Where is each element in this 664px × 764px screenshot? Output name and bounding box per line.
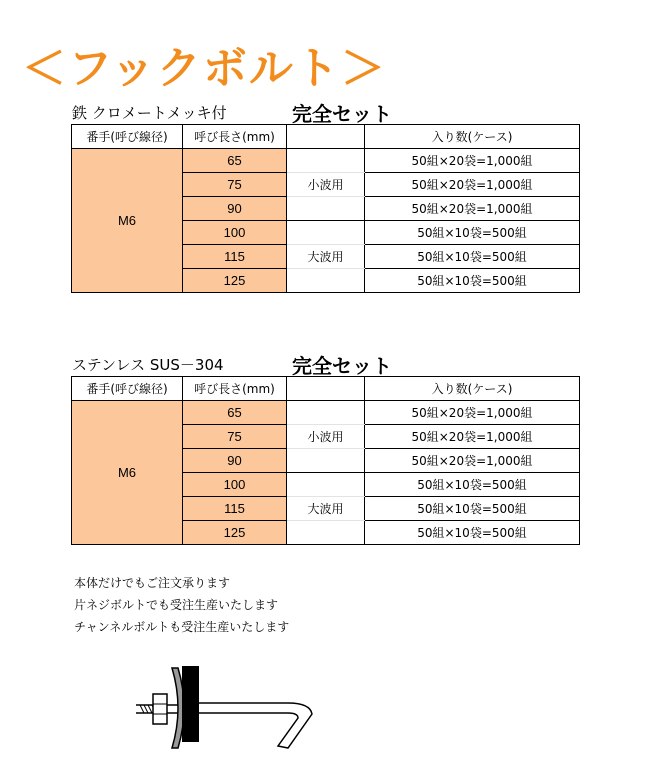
quantity-cell: 50組×10袋=500組 (365, 473, 580, 497)
material-label: 鉄 クロメートメッキ付 (72, 104, 227, 122)
note-line: 本体だけでもご注文承ります (74, 576, 231, 590)
usage-cell: 小波用 (287, 173, 365, 197)
table-row (72, 149, 580, 173)
length-cell: 115 (183, 497, 287, 521)
header-usage (287, 125, 365, 149)
section-heading-stainless (72, 354, 392, 378)
material-label: ステンレス SUS－304 (72, 356, 224, 374)
length-cell: 100 (183, 221, 287, 245)
length-cell: 90 (183, 197, 287, 221)
set-label: 完全セット (292, 354, 392, 378)
quantity-cell: 50組×20袋=1,000組 (365, 401, 580, 425)
note-line: チャンネルボルトも受注生産いたします (74, 620, 290, 634)
table-header-row (72, 377, 580, 401)
length-cell: 100 (183, 473, 287, 497)
page-title: ＜フックボルト＞ (22, 43, 387, 94)
length-cell: 75 (183, 173, 287, 197)
usage-cell: 大波用 (287, 497, 365, 521)
length-cell: 65 (183, 149, 287, 173)
header-quantity: 入り数(ケース) (365, 125, 580, 149)
hook-bolt-icon (128, 652, 328, 752)
length-cell: 125 (183, 521, 287, 545)
quantity-cell: 50組×10袋=500組 (365, 245, 580, 269)
header-size: 番手(呼び線径) (72, 377, 183, 401)
quantity-cell: 50組×20袋=1,000組 (365, 425, 580, 449)
table-header-row (72, 125, 580, 149)
note-line: 片ネジボルトでも受注生産いたします (74, 598, 279, 612)
header-size: 番手(呼び線径) (72, 125, 183, 149)
usage-cell: 小波用 (287, 425, 365, 449)
size-cell: M6 (72, 149, 183, 293)
spec-table-steel (71, 124, 580, 293)
quantity-cell: 50組×10袋=500組 (365, 521, 580, 545)
notes (74, 572, 289, 638)
quantity-cell: 50組×20袋=1,000組 (365, 173, 580, 197)
section-heading-steel (72, 102, 392, 126)
table-row (72, 401, 580, 425)
header-quantity: 入り数(ケース) (365, 377, 580, 401)
quantity-cell: 50組×20袋=1,000組 (365, 197, 580, 221)
quantity-cell: 50組×20袋=1,000組 (365, 449, 580, 473)
quantity-cell: 50組×10袋=500組 (365, 221, 580, 245)
spec-table-stainless (71, 376, 580, 545)
header-length: 呼び長さ(mm) (183, 377, 287, 401)
length-cell: 65 (183, 401, 287, 425)
length-cell: 90 (183, 449, 287, 473)
header-usage (287, 377, 365, 401)
header-length: 呼び長さ(mm) (183, 125, 287, 149)
length-cell: 75 (183, 425, 287, 449)
quantity-cell: 50組×20袋=1,000組 (365, 149, 580, 173)
length-cell: 115 (183, 245, 287, 269)
length-cell: 125 (183, 269, 287, 293)
usage-cell: 大波用 (287, 245, 365, 269)
size-cell: M6 (72, 401, 183, 545)
set-label: 完全セット (292, 102, 392, 126)
quantity-cell: 50組×10袋=500組 (365, 269, 580, 293)
quantity-cell: 50組×10袋=500組 (365, 497, 580, 521)
